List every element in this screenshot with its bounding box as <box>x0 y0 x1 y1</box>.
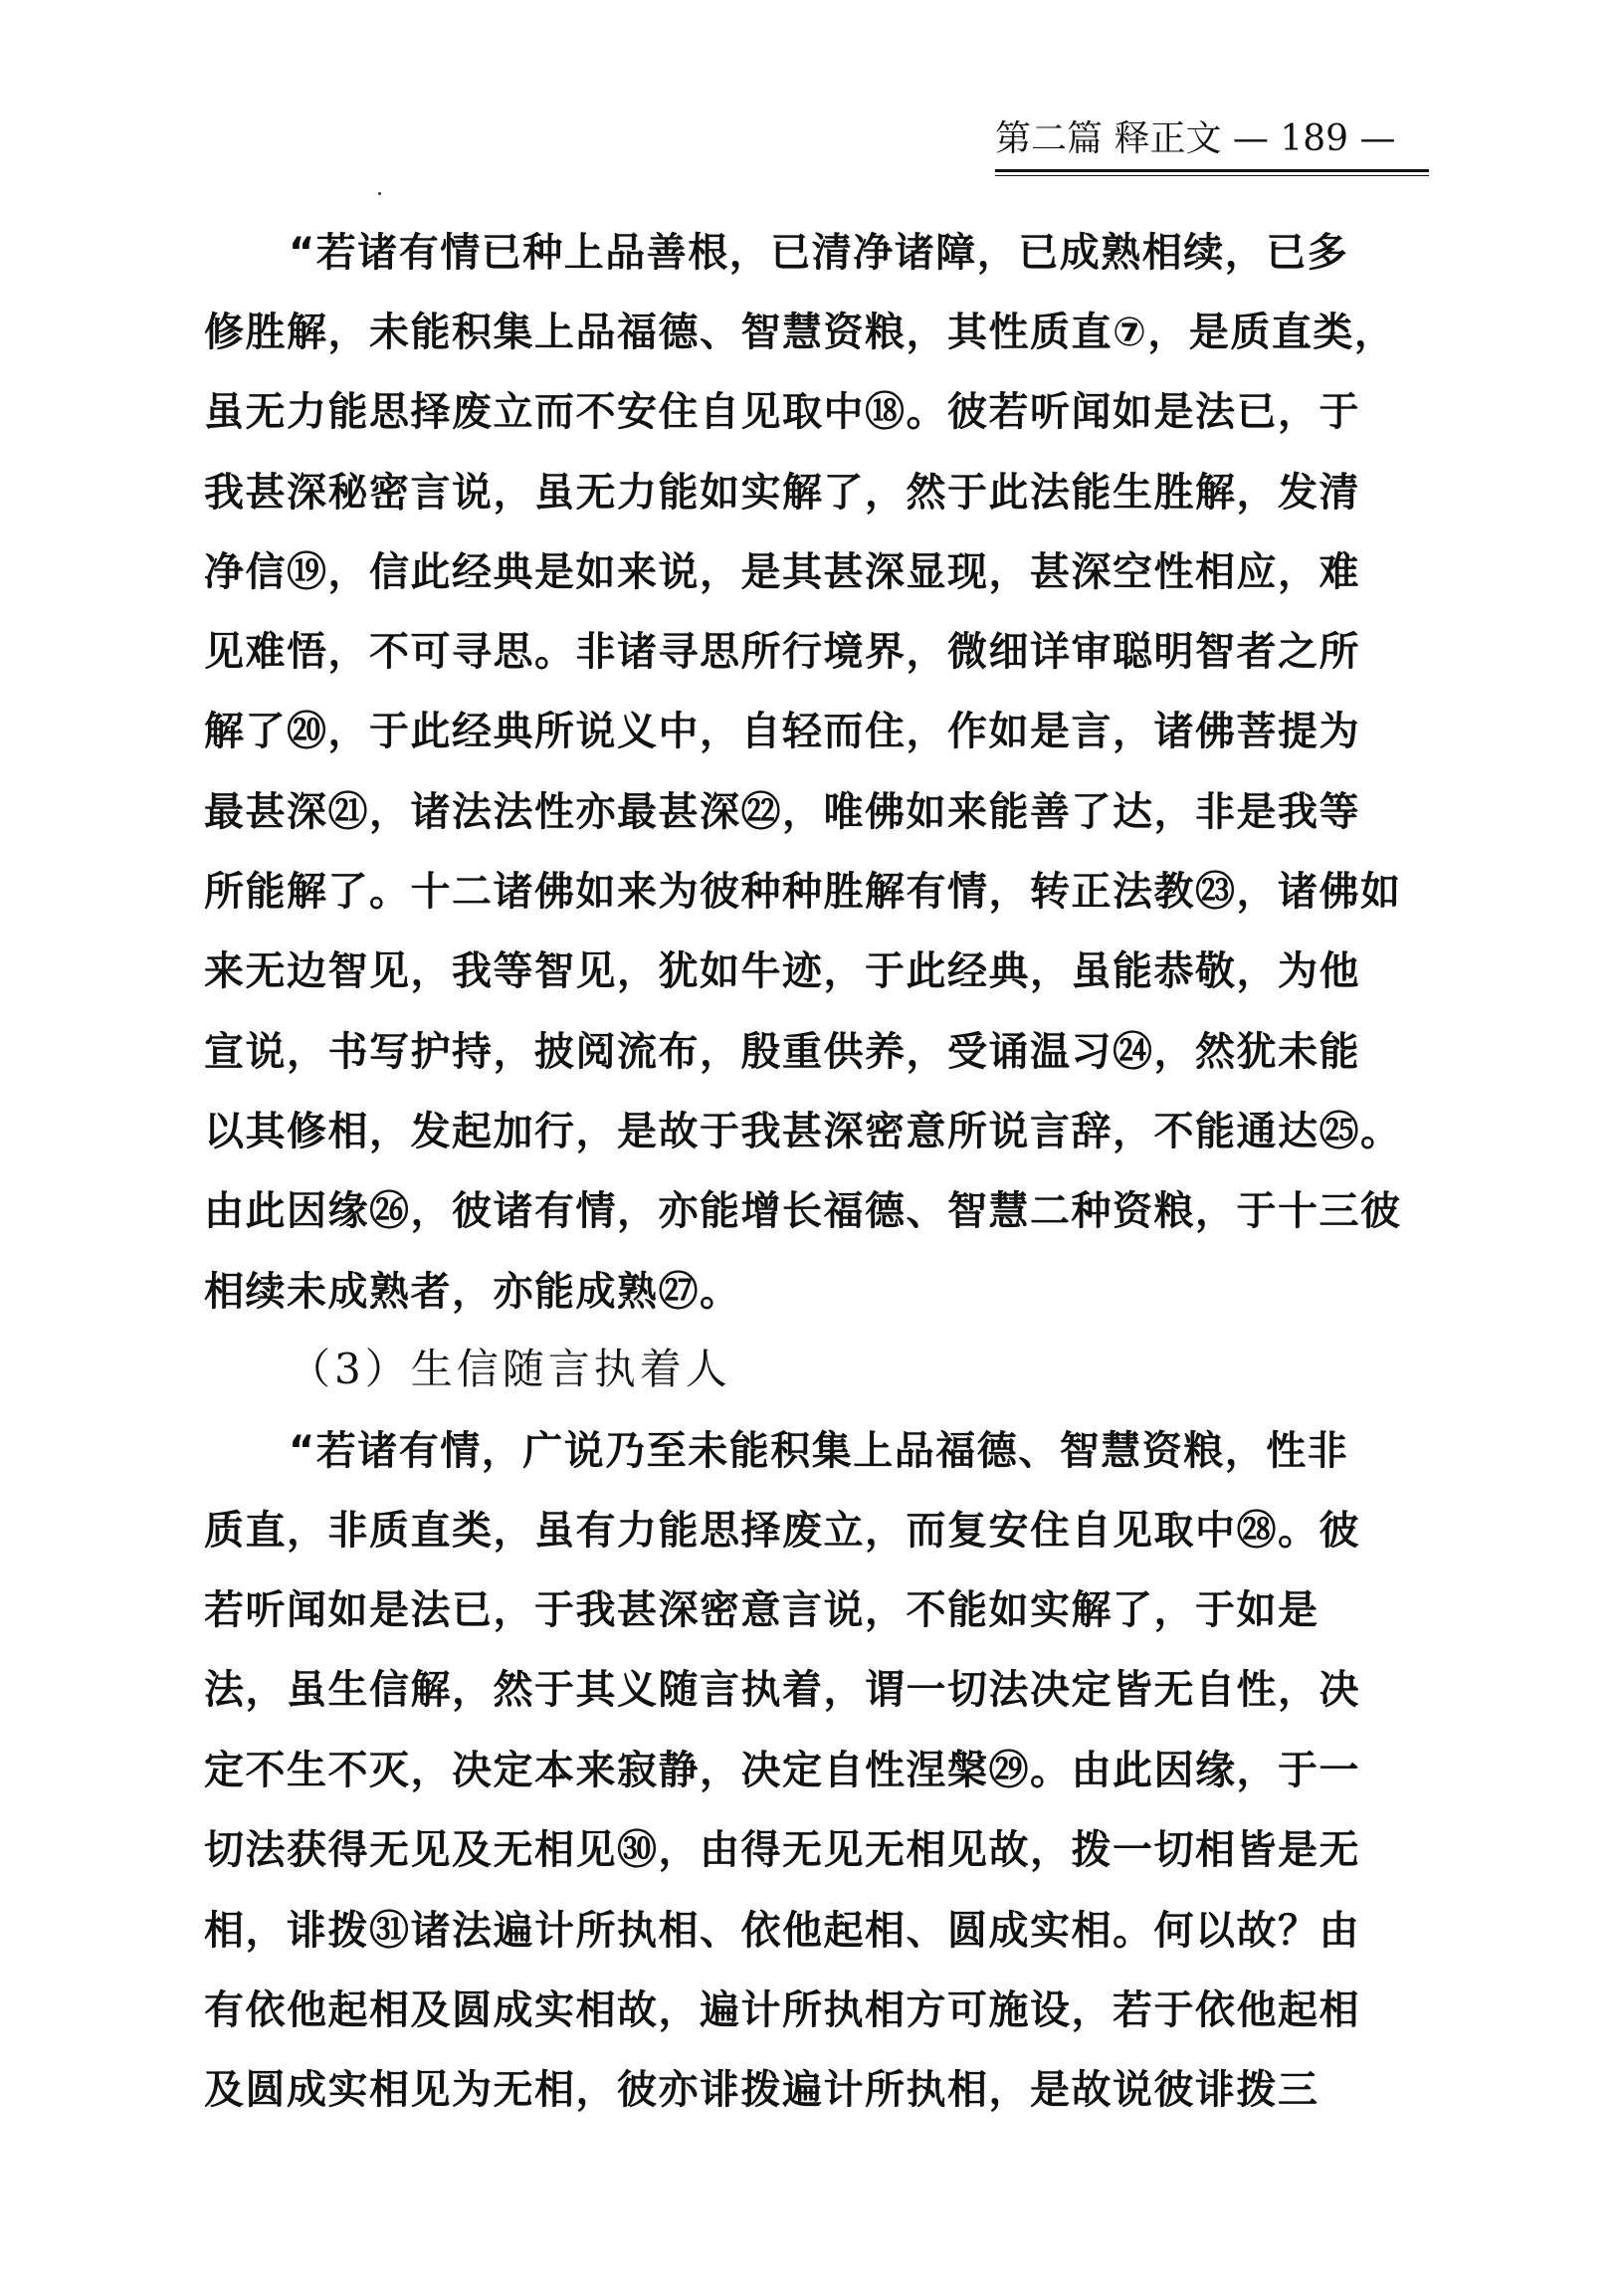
text-line: 有依他起相及圆成实相故，遍计所执相方可施设，若于依他起相 <box>204 1987 1360 2033</box>
text-line: 法，虽生信解，然于其义随言执着，谓一切法决定皆无自性，决 <box>204 1667 1360 1713</box>
scan-speck <box>378 192 381 195</box>
text-line: 切法获得无见及无相见㉚，由得无见无相见故，拨一切相皆是无 <box>204 1827 1360 1873</box>
text-line: 宣说，书写护持，披阅流布，殷重供养，受诵温习㉔，然犹未能 <box>204 1029 1360 1075</box>
running-head: 第二篇 释正文 — 189 — <box>995 118 1396 159</box>
text-line: 及圆成实相见为无相，彼亦诽拨遍计所执相，是故说彼诽拨三 <box>204 2067 1320 2113</box>
text-line: “若诸有情已种上品善根，已清净诸障，已成熟相续，已多 <box>289 230 1349 276</box>
text-line: “若诸有情，广说乃至未能积集上品福德、智慧资粮，性非 <box>289 1428 1349 1474</box>
text-line: 相，诽拨㉛诸法遍计所执相、依他起相、圆成实相。何以故？由 <box>204 1908 1360 1954</box>
text-line: 修胜解，未能积集上品福德、智慧资粮，其性质直⑦，是质直类， <box>204 310 1396 355</box>
text-line: 净信⑲，信此经典是如来说，是其甚深显现，甚深空性相应，难 <box>204 549 1360 595</box>
text-line: 以其修相，发起加行，是故于我甚深密意所说言辞，不能通达㉕。 <box>204 1109 1402 1154</box>
text-line: 解了⑳，于此经典所说义中，自轻而住，作如是言，诸佛菩提为 <box>204 709 1360 754</box>
text-line: 见难悟，不可寻思。非诸寻思所行境界，微细详审聪明智者之所 <box>204 629 1360 675</box>
header-rule-thin <box>995 175 1429 176</box>
section-heading: （3）生信随言执着人 <box>289 1345 731 1393</box>
text-line: 相续未成熟者，亦能成熟㉗。 <box>204 1269 741 1315</box>
text-line: 若听闻如是法已，于我甚深密意言说，不能如实解了，于如是 <box>204 1587 1320 1633</box>
text-line: 所能解了。十二诸佛如来为彼种种胜解有情，转正法教㉓，诸佛如 <box>204 869 1402 915</box>
text-line: 虽无力能思择废立而不安住自见取中⑱。彼若听闻如是法已，于 <box>204 389 1360 435</box>
header-rule <box>995 169 1429 172</box>
text-line: 由此因缘㉖，彼诸有情，亦能增长福德、智慧二种资粮，于十三彼 <box>204 1188 1402 1234</box>
text-line: 定不生不灭，决定本来寂静，决定自性涅槃㉙。由此因缘，于一 <box>204 1748 1360 1793</box>
text-line: 质直，非质直类，虽有力能思择废立，而复安住自见取中㉘。彼 <box>204 1508 1360 1554</box>
text-line: 我甚深秘密言说，虽无力能如实解了，然于此法能生胜解，发清 <box>204 470 1360 516</box>
text-line: 来无边智见，我等智见，犹如牛迹，于此经典，虽能恭敬，为他 <box>204 948 1360 994</box>
text-line: 最甚深㉑，诸法法性亦最甚深㉒，唯佛如来能善了达，非是我等 <box>204 789 1360 835</box>
